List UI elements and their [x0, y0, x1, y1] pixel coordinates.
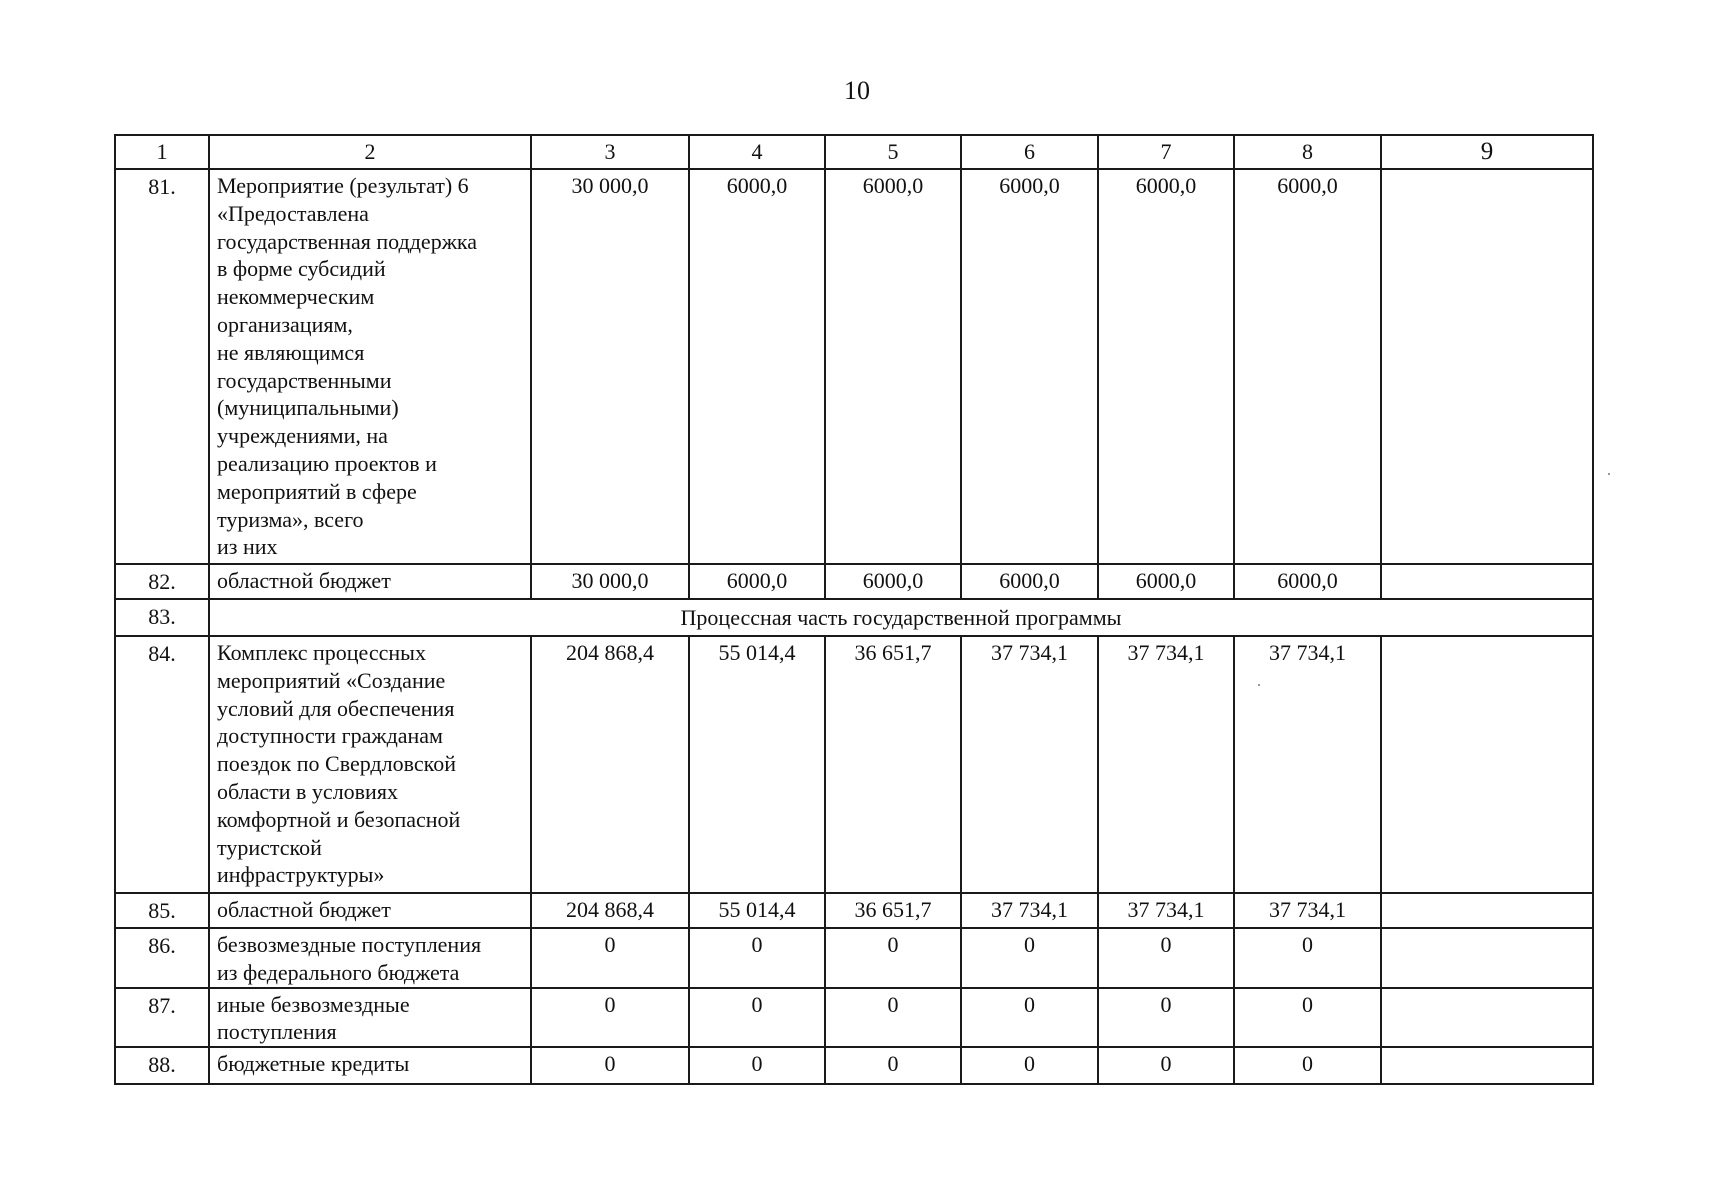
row-number: 87. — [115, 988, 209, 1048]
value-col-4: 55 014,4 — [689, 893, 825, 928]
description-line: мероприятий в сфере — [217, 478, 417, 504]
value-col-7: 37 734,1 — [1098, 636, 1234, 893]
value-col-7: 0 — [1098, 928, 1234, 988]
value-col-8: 37 734,1 — [1234, 893, 1381, 928]
value-col-5: 6000,0 — [825, 169, 961, 564]
row-description — [209, 1047, 531, 1084]
description-line: (муниципальными) — [217, 395, 399, 421]
description-line: бюджетные кредиты — [217, 1051, 410, 1077]
description-line: не являющимся — [217, 339, 365, 365]
value-col-9 — [1381, 169, 1593, 564]
row-number: 86. — [115, 928, 209, 988]
description-line: учреждениями, на — [217, 423, 388, 449]
description-line: в форме субсидий — [217, 256, 386, 282]
value-col-5: 6000,0 — [825, 564, 961, 599]
description-line: государственная поддержка — [217, 228, 478, 254]
row-number: 82. — [115, 564, 209, 599]
table-row — [115, 1047, 1593, 1084]
description-line: областной бюджет — [217, 897, 391, 922]
table-row — [115, 636, 1593, 893]
table-header-row — [115, 135, 1593, 169]
value-col-6: 37 734,1 — [961, 893, 1098, 928]
value-col-8: 37 734,1 — [1234, 636, 1381, 893]
value-col-6: 37 734,1 — [961, 636, 1098, 893]
header-cell-col-3: 3 — [531, 135, 689, 169]
description-line: безвозмездные поступления — [217, 932, 482, 957]
value-col-9 — [1381, 564, 1593, 599]
value-col-6: 0 — [961, 1047, 1098, 1084]
row-number: 84. — [115, 636, 209, 893]
description-line: области в условиях — [217, 778, 398, 804]
value-col-4: 6000,0 — [689, 564, 825, 599]
value-col-7: 0 — [1098, 988, 1234, 1048]
description-line: областной бюджет — [217, 568, 391, 593]
value-col-7: 0 — [1098, 1047, 1234, 1084]
description-line: инфраструктуры» — [217, 862, 385, 888]
value-col-9 — [1381, 636, 1593, 893]
header-cell-col-2: 2 — [209, 135, 531, 169]
section-row — [115, 599, 1593, 636]
description-line: из них — [217, 534, 278, 560]
value-col-4: 55 014,4 — [689, 636, 825, 893]
row-number: 85. — [115, 893, 209, 928]
row-description — [209, 636, 531, 893]
value-col-5: 36 651,7 — [825, 893, 961, 928]
value-col-7: 6000,0 — [1098, 169, 1234, 564]
value-col-8: 0 — [1234, 988, 1381, 1048]
value-col-6: 0 — [961, 988, 1098, 1048]
description-line: поездок по Свердловской — [217, 751, 456, 777]
scan-speck — [1258, 684, 1260, 686]
description-line: туризма», всего — [217, 506, 364, 532]
description-line: некоммерческим — [217, 284, 375, 310]
row-description — [209, 988, 531, 1048]
value-col-4: 0 — [689, 1047, 825, 1084]
description-line: государственными — [217, 367, 392, 393]
row-number: 88. — [115, 1047, 209, 1084]
value-col-6: 6000,0 — [961, 169, 1098, 564]
row-description — [209, 564, 531, 599]
page-number: 10 — [844, 76, 870, 105]
description-line: туристской — [217, 834, 322, 860]
value-col-7: 37 734,1 — [1098, 893, 1234, 928]
value-col-7: 6000,0 — [1098, 564, 1234, 599]
value-col-9 — [1381, 928, 1593, 988]
description-line: иные безвозмездные — [217, 991, 410, 1017]
row-description — [209, 893, 531, 928]
header-cell-col-8: 8 — [1234, 135, 1381, 169]
description-line: «Предоставлена — [217, 200, 369, 226]
budget-table — [114, 134, 1594, 1085]
value-col-8: 6000,0 — [1234, 564, 1381, 599]
value-col-9 — [1381, 1047, 1593, 1084]
description-line: Комплекс процессных — [217, 640, 426, 665]
value-col-6: 6000,0 — [961, 564, 1098, 599]
value-col-3: 204 868,4 — [531, 893, 689, 928]
description-line: организациям, — [217, 311, 353, 337]
value-col-5: 0 — [825, 928, 961, 988]
value-col-5: 0 — [825, 1047, 961, 1084]
table-row — [115, 928, 1593, 988]
value-col-5: 36 651,7 — [825, 636, 961, 893]
description-line: доступности гражданам — [217, 723, 443, 749]
table-row — [115, 564, 1593, 599]
header-cell-col-7: 7 — [1098, 135, 1234, 169]
description-line: условий для обеспечения — [217, 695, 455, 721]
value-col-9 — [1381, 988, 1593, 1048]
value-col-8: 6000,0 — [1234, 169, 1381, 564]
header-cell-col-1: 1 — [115, 135, 209, 169]
row-number: 83. — [115, 599, 209, 636]
value-col-3: 30 000,0 — [531, 564, 689, 599]
value-col-5: 0 — [825, 988, 961, 1048]
row-description — [209, 169, 531, 564]
table-row — [115, 893, 1593, 928]
header-cell-col-9: 9 — [1381, 135, 1593, 169]
value-col-9 — [1381, 893, 1593, 928]
value-col-3: 0 — [531, 1047, 689, 1084]
table-row — [115, 169, 1593, 564]
value-col-4: 0 — [689, 988, 825, 1048]
description-line: поступления — [217, 1019, 337, 1045]
header-cell-col-6: 6 — [961, 135, 1098, 169]
description-line: реализацию проектов и — [217, 450, 437, 476]
section-title: Процессная часть государственной программы — [209, 599, 1593, 636]
scan-speck — [1608, 473, 1610, 475]
header-cell-col-4: 4 — [689, 135, 825, 169]
row-number: 81. — [115, 169, 209, 564]
description-line: комфортной и безопасной — [217, 806, 461, 832]
table-row — [115, 988, 1593, 1048]
value-col-3: 0 — [531, 988, 689, 1048]
value-col-4: 6000,0 — [689, 169, 825, 564]
description-line: из федерального бюджета — [217, 959, 460, 985]
value-col-6: 0 — [961, 928, 1098, 988]
description-line: мероприятий «Создание — [217, 667, 446, 693]
value-col-8: 0 — [1234, 928, 1381, 988]
description-line: Мероприятие (результат) 6 — [217, 173, 469, 198]
value-col-8: 0 — [1234, 1047, 1381, 1084]
value-col-3: 0 — [531, 928, 689, 988]
value-col-4: 0 — [689, 928, 825, 988]
value-col-3: 204 868,4 — [531, 636, 689, 893]
header-cell-col-5: 5 — [825, 135, 961, 169]
value-col-3: 30 000,0 — [531, 169, 689, 564]
row-description — [209, 928, 531, 988]
